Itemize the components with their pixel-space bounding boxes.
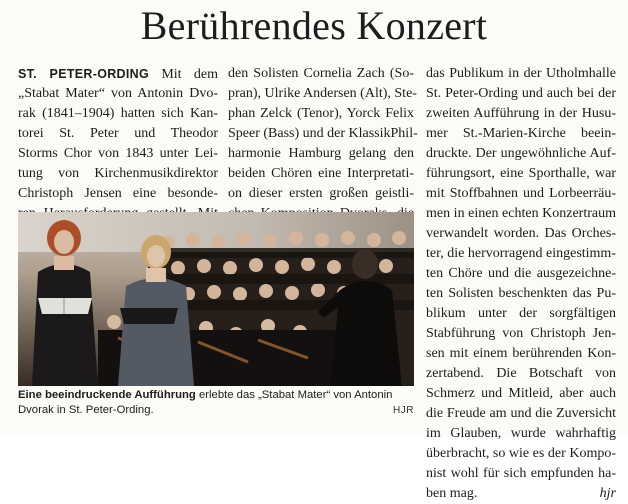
article-line: nist wohl für sich empfunden ha- — [426, 466, 616, 481]
photo-credit: HJR — [393, 405, 414, 416]
article-column-3 — [426, 64, 616, 504]
article-line: überbracht, so wie es der Kompo- — [426, 446, 616, 461]
article-line: harmonie Hamburg gelang den — [228, 146, 414, 161]
article-line: Speer (Bass) und der KlassikPhil- — [228, 126, 418, 141]
article-line: verwandelt worden. Das Orches- — [426, 226, 616, 241]
caption-line: Dvorak in St. Peter-Ording. — [18, 404, 154, 416]
caption-line — [18, 388, 414, 403]
article-line: im Glauben, wurde wahrhaftig — [426, 426, 616, 441]
article-line: on dieser ersten großen geistli- — [228, 186, 414, 201]
article-line: führungsort, eine Sporthalle, war — [426, 166, 616, 181]
article-text: ben mag. — [426, 486, 478, 501]
author-signature: hjr — [599, 486, 616, 501]
article-line — [426, 484, 616, 504]
article-line: beiden Chören eine Interpretati- — [228, 166, 414, 181]
article-column-2 — [228, 64, 418, 224]
article-line: Christoph Jensen eine besonde- — [18, 186, 218, 201]
article-line: druckte. Der ungewöhnliche Auf- — [426, 146, 616, 161]
article-line: den Solisten Cornelia Zach (So- — [228, 66, 414, 81]
concert-photo — [18, 212, 414, 386]
article-line: St. Peter-Ording und auch bei der — [426, 86, 616, 101]
article-line: Stabführung von Christoph Jen- — [426, 326, 616, 341]
article-line — [18, 64, 218, 84]
article-line: phan Zelck (Tenor), Yorck Felix — [228, 106, 414, 121]
article-line: die Freude am und die Zuversicht — [426, 406, 616, 421]
photo-caption — [18, 388, 414, 418]
article-line: das Publikum in der Utholmhalle — [426, 66, 616, 81]
article-line: zertabend. Die Botschaft von — [426, 366, 616, 381]
article-line: men in einen echten Konzertraum — [426, 206, 616, 221]
caption-lead: Eine beeindruckende Aufführung — [18, 389, 196, 401]
article-line: sen mit einem berührenden Kon- — [426, 346, 616, 361]
article-line: torei St. Peter und Theodor — [18, 126, 218, 141]
article-text: Mit dem — [161, 67, 218, 82]
article-line: blikum unter der sorgfältigen — [426, 306, 616, 321]
article-line: mer St.-Marien-Kirche beein- — [426, 126, 616, 141]
article-line: mit Stoffbahnen und Lorbeerräu- — [426, 186, 616, 201]
article-column-1 — [18, 64, 218, 224]
caption-text: erlebte das „Stabat Mater“ von Antonin — [195, 389, 393, 401]
headline: Berührendes Konzert — [140, 3, 488, 48]
article-line: tung von Kirchenmusikdirektor — [18, 166, 218, 181]
article-line: ter, die hervorragend eingestimm- — [426, 246, 616, 261]
article-line: ten Solisten beschenkten das Pu- — [426, 286, 616, 301]
article-line: „Stabat Mater“ von Antonin Dvo- — [18, 86, 218, 101]
article-line: Schmerz und Mitleid, aber auch — [426, 386, 616, 401]
article-line: Storms Chor von 1843 unter Lei- — [18, 146, 218, 161]
dateline: ST. PETER-ORDING — [18, 67, 149, 81]
article-line: rak (1841–1904) hatten sich Kan- — [18, 106, 218, 121]
article-line: pran), Ulrike Andersen (Alt), Ste- — [228, 86, 417, 101]
article-line: ten Chöre und die ausgezeichne- — [426, 266, 616, 281]
article-line: zweiten Aufführung in der Husu- — [426, 106, 616, 121]
